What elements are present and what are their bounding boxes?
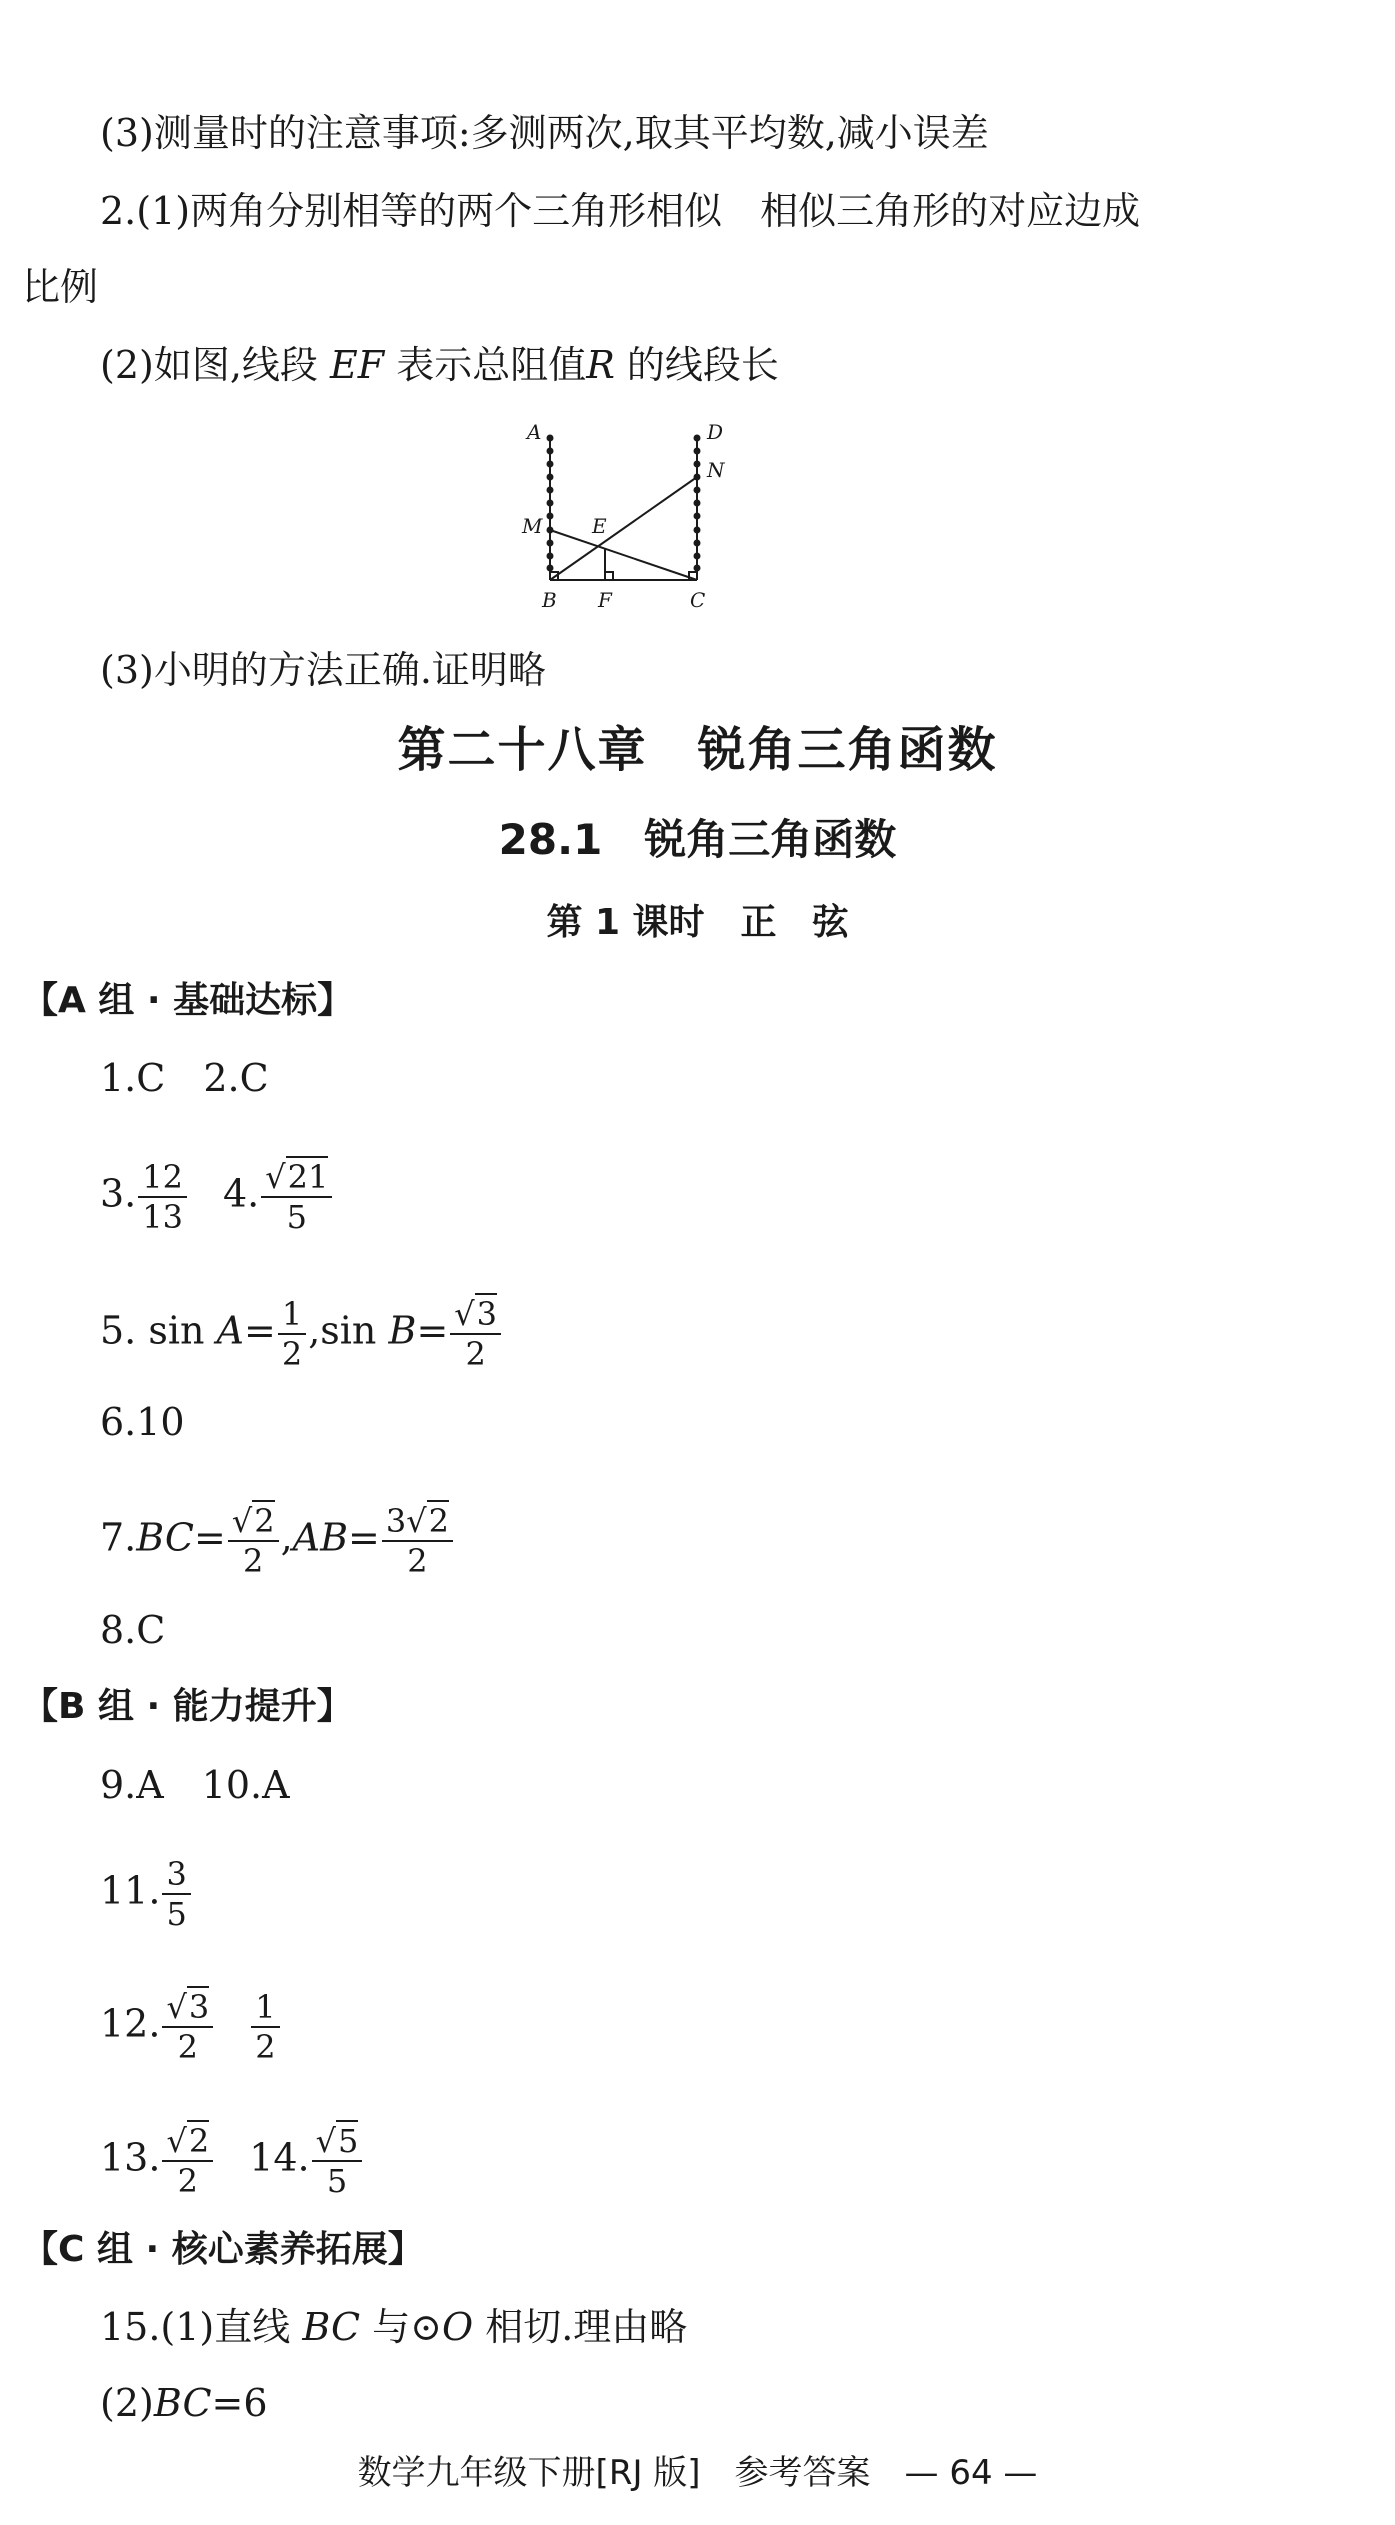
group-b-heading: 【B 组 · 能力提升】 bbox=[22, 1686, 353, 1727]
label-n: N bbox=[707, 458, 725, 482]
answer-8: 8.C bbox=[100, 1608, 166, 1652]
answer-line-2-3: (3)小明的方法正确.证明略 bbox=[100, 648, 546, 692]
fraction: $\frac{3√2}{2}$ bbox=[382, 1502, 453, 1580]
fraction: $\frac{√2}{2}$ bbox=[228, 1502, 279, 1580]
fraction: $\frac{1}{2}$ bbox=[278, 1295, 306, 1373]
geometry-figure bbox=[505, 415, 755, 615]
answer-line-2-1-cont: 比例 bbox=[22, 265, 99, 309]
label-c: C bbox=[690, 588, 706, 612]
label: 3. bbox=[100, 1171, 137, 1216]
section-title: 28.1 锐角三角函数 bbox=[498, 815, 897, 864]
answer-6: 6.10 bbox=[100, 1400, 185, 1444]
label-e: E bbox=[592, 514, 607, 538]
group-a-heading: 【A 组 · 基础达标】 bbox=[22, 980, 354, 1021]
fraction: $\frac{√21}{5}$ bbox=[261, 1158, 332, 1236]
label-m: M bbox=[522, 514, 543, 538]
answers-9-10: 9.A 10.A bbox=[100, 1763, 290, 1807]
answer-12: 12. $\frac{√3}{2}$ $\frac{1}{2}$ bbox=[100, 1988, 282, 2066]
label-b: B bbox=[542, 588, 557, 612]
label-a: A bbox=[527, 420, 542, 444]
page-footer: 数学九年级下册[RJ 版] 参考答案 — 64 — bbox=[357, 2453, 1038, 2493]
answers-13-14: 13. $\frac{√2}{2}$ 14. $\frac{√5}{5}$ bbox=[100, 2122, 364, 2200]
fraction: $\frac{12}{13}$ bbox=[138, 1158, 187, 1236]
segment-ef: EF bbox=[330, 343, 385, 387]
group-c-heading: 【C 组 · 核心素养拓展】 bbox=[22, 2229, 424, 2270]
answer-15-2: (2)BC=6 bbox=[100, 2381, 268, 2425]
resistor-dots bbox=[547, 435, 701, 572]
lesson-title: 第 1 课时 正 弦 bbox=[546, 902, 849, 943]
fraction: $\frac{√3}{2}$ bbox=[450, 1295, 501, 1373]
answer-line-2-2 bbox=[100, 340, 779, 390]
fraction: $\frac{√3}{2}$ bbox=[162, 1988, 213, 2066]
answers-1-2: 1.C 2.C bbox=[100, 1056, 269, 1100]
label-f: F bbox=[598, 588, 612, 612]
fraction: $\frac{3}{5}$ bbox=[162, 1855, 190, 1933]
text: 的线段长 bbox=[614, 343, 779, 387]
answer-15-1: 15.(1)直线 BC 与⊙O 相切.理由略 bbox=[100, 2305, 688, 2349]
answer-7: 7.BC= $\frac{√2}{2}$ ,AB= $\frac{3√2}{2}$ bbox=[100, 1502, 455, 1580]
label-d: D bbox=[707, 420, 724, 444]
answer-line-measurement-notes: (3)测量时的注意事项:多测两次,取其平均数,减小误差 bbox=[100, 111, 989, 155]
answers-3-4 bbox=[100, 1158, 334, 1236]
fraction: $\frac{√2}{2}$ bbox=[162, 2122, 213, 2200]
text: (2)如图,线段 bbox=[100, 343, 330, 387]
fraction: $\frac{√5}{5}$ bbox=[312, 2122, 363, 2200]
chapter-title: 第二十八章 锐角三角函数 bbox=[397, 722, 998, 778]
answer-11: 11. $\frac{3}{5}$ bbox=[100, 1855, 193, 1933]
answer-5: 5. sin A= $\frac{1}{2}$ ,sin B= $\frac{√3}{2}$ bbox=[100, 1295, 503, 1373]
text: 表示总阻值 bbox=[384, 343, 587, 387]
resistance-r: R bbox=[586, 343, 615, 387]
answer-line-2-1: 2.(1)两角分别相等的两个三角形相似 相似三角形的对应边成 bbox=[100, 189, 1141, 233]
label: 4. bbox=[222, 1171, 260, 1216]
fraction: $\frac{1}{2}$ bbox=[251, 1988, 279, 2066]
